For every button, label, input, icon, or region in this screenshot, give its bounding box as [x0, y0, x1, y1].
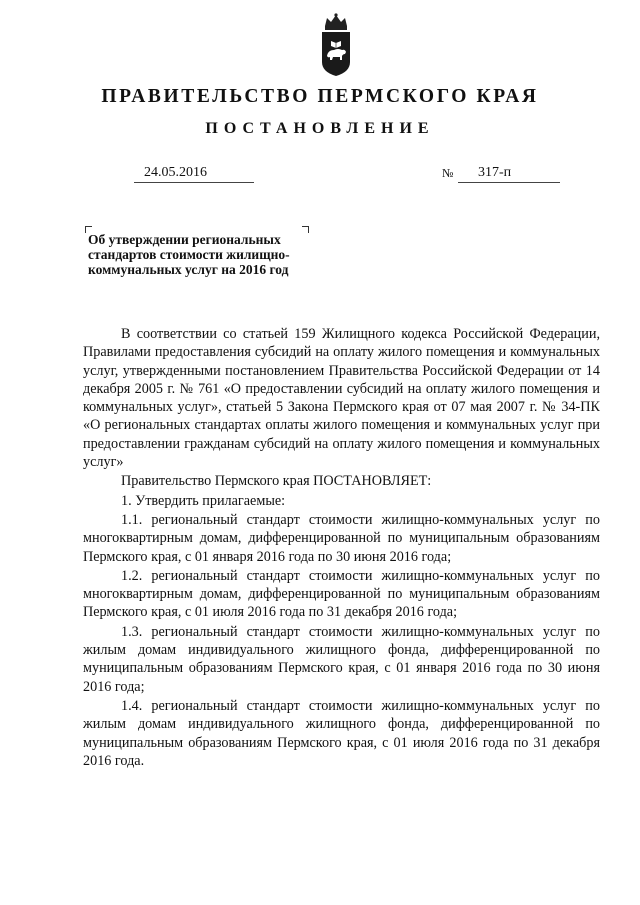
- body-paragraph: Правительство Пермского края ПОСТАНОВЛЯЕТ:: [121, 473, 432, 490]
- document-subject: Об утверждении региональных стандартов стоимости жилищно-коммунальных услуг на 2016 год: [88, 232, 290, 277]
- perm-krai-coat-of-arms-icon: [318, 12, 354, 78]
- document-number: 317-п: [458, 164, 560, 183]
- document-date: 24.05.2016: [134, 164, 254, 183]
- body-paragraph: 1.1. региональный стандарт стоимости жилищно-коммунальных услуг по многоквартирным домам, дифференцированной по муниципальным образованиям Пермского края, с 01 января 2016 года по 30 июня 2016 года;: [83, 511, 600, 565]
- document-body: [83, 325, 600, 770]
- body-paragraph: 1.2. региональный стандарт стоимости жилищно-коммунальных услуг по многоквартирным домам, дифференцированной по муниципальным образованиям Пермского края, с 01 июля 2016 года по 31 декабря 2016 года;: [83, 567, 600, 621]
- body-paragraph: 1.4. региональный стандарт стоимости жилищно-коммунальных услуг по жилым домам индивидуального жилищного фонда, дифференцированной по муниципальным образованиям Пермского края, с 01 июля 2016 года по 31 декабря 2016 года.: [83, 697, 600, 769]
- number-sign: №: [442, 166, 454, 180]
- document-type: ПОСТАНОВЛЕНИЕ: [205, 120, 435, 137]
- body-paragraph: 1. Утвердить прилагаемые:: [121, 492, 286, 509]
- government-title: ПРАВИТЕЛЬСТВО ПЕРМСКОГО КРАЯ: [101, 86, 539, 107]
- body-paragraph: 1.3. региональный стандарт стоимости жилищно-коммунальных услуг по жилым домам индивидуального жилищного фонда, дифференцированной по муниципальным образованиям Пермского края, с 01 января 2016 года по 30 июня 2016 года;: [83, 623, 600, 695]
- body-paragraph: В соответствии со статьей 159 Жилищного кодекса Российской Федерации, Правилами предоставления субсидий на оплату жилого помещения и коммунальных услуг, утвержденными постановлением Правительства Российской Федерации от 14 декабря 2005 г. № 761 «О предоставлении субсидий на оплату жилого помещения и коммунальных услуг», статьей 5 Закона Пермского края от 07 мая 2007 г. № 34-ПК «О региональных стандартах оплаты жилого помещения и коммунальных услуг при предоставлении гражданам субсидий на оплату жилого помещения и коммунальных услуг»: [83, 326, 600, 471]
